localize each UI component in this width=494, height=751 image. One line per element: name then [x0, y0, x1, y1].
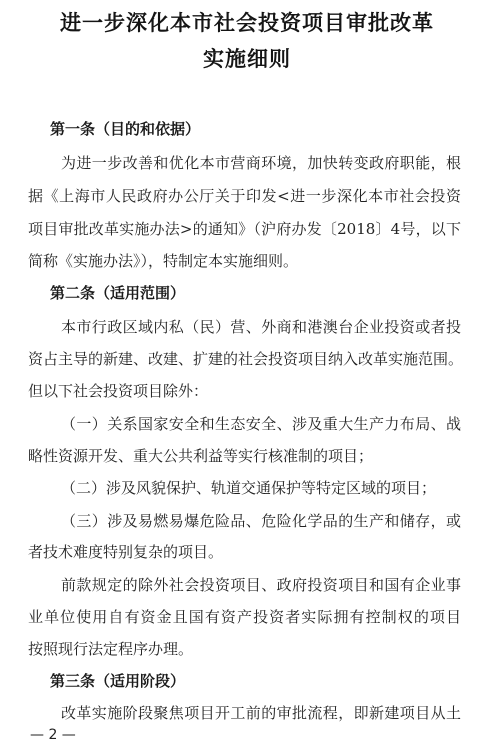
- document-title-line-1: 进一步深化本市社会投资项目审批改革: [60, 11, 434, 35]
- article-2-para-2-line-3: 按照现行法定程序办理。: [28, 640, 194, 658]
- article-2-item-3-line-2: 者技术难度特别复杂的项目。: [28, 543, 224, 561]
- article-3-heading: 第三条（适用阶段）: [50, 672, 186, 690]
- article-2-heading: 第二条（适用范围）: [50, 284, 186, 302]
- document-title-line-2: 实施细则: [203, 47, 291, 71]
- article-2-para-2-line-2: 业单位使用自有资金且国有资产投资者实际拥有控制权的项目: [28, 608, 461, 626]
- article-1-line-3: 项目审批改革实施办法>的通知》（沪府办发〔2018〕4号，以下: [28, 220, 461, 238]
- article-2-line-1: 本市行政区域内私（民）营、外商和港澳台企业投资或者投: [61, 318, 461, 336]
- page-number: — 2 —: [30, 727, 76, 743]
- article-2-line-3: 但以下社会投资项目除外：: [28, 382, 209, 400]
- article-2-item-2: （二）涉及风貌保护、轨道交通保护等特定区域的项目；: [61, 479, 437, 497]
- article-1-line-2: 据《上海市人民政府办公厅关于印发<进一步深化本市社会投资: [28, 187, 461, 205]
- article-2-para-2-line-1: 前款规定的除外社会投资项目、政府投资项目和国有企业事: [61, 576, 461, 594]
- article-2-item-1-line-1: （一）关系国家安全和生态安全、涉及重大生产力布局、战: [61, 415, 461, 433]
- article-1-line-4: 简称《实施办法》），特制定本实施细则。: [28, 252, 299, 270]
- article-2-item-1-line-2: 略性资源开发、重大公共利益等实行核准制的项目；: [28, 447, 374, 465]
- article-2-line-2: 资占主导的新建、改建、扩建的社会投资项目纳入改革实施范围。: [28, 350, 464, 368]
- article-1-line-1: 为进一步改善和优化本市营商环境，加快转变政府职能，根: [61, 154, 461, 172]
- article-3-line-1: 改革实施阶段聚焦项目开工前的审批流程，即新建项目从土: [61, 704, 461, 722]
- article-2-item-3-line-1: （三）涉及易燃易爆危险品、危险化学品的生产和储存，或: [61, 512, 461, 530]
- article-1-heading: 第一条（目的和依据）: [50, 120, 201, 138]
